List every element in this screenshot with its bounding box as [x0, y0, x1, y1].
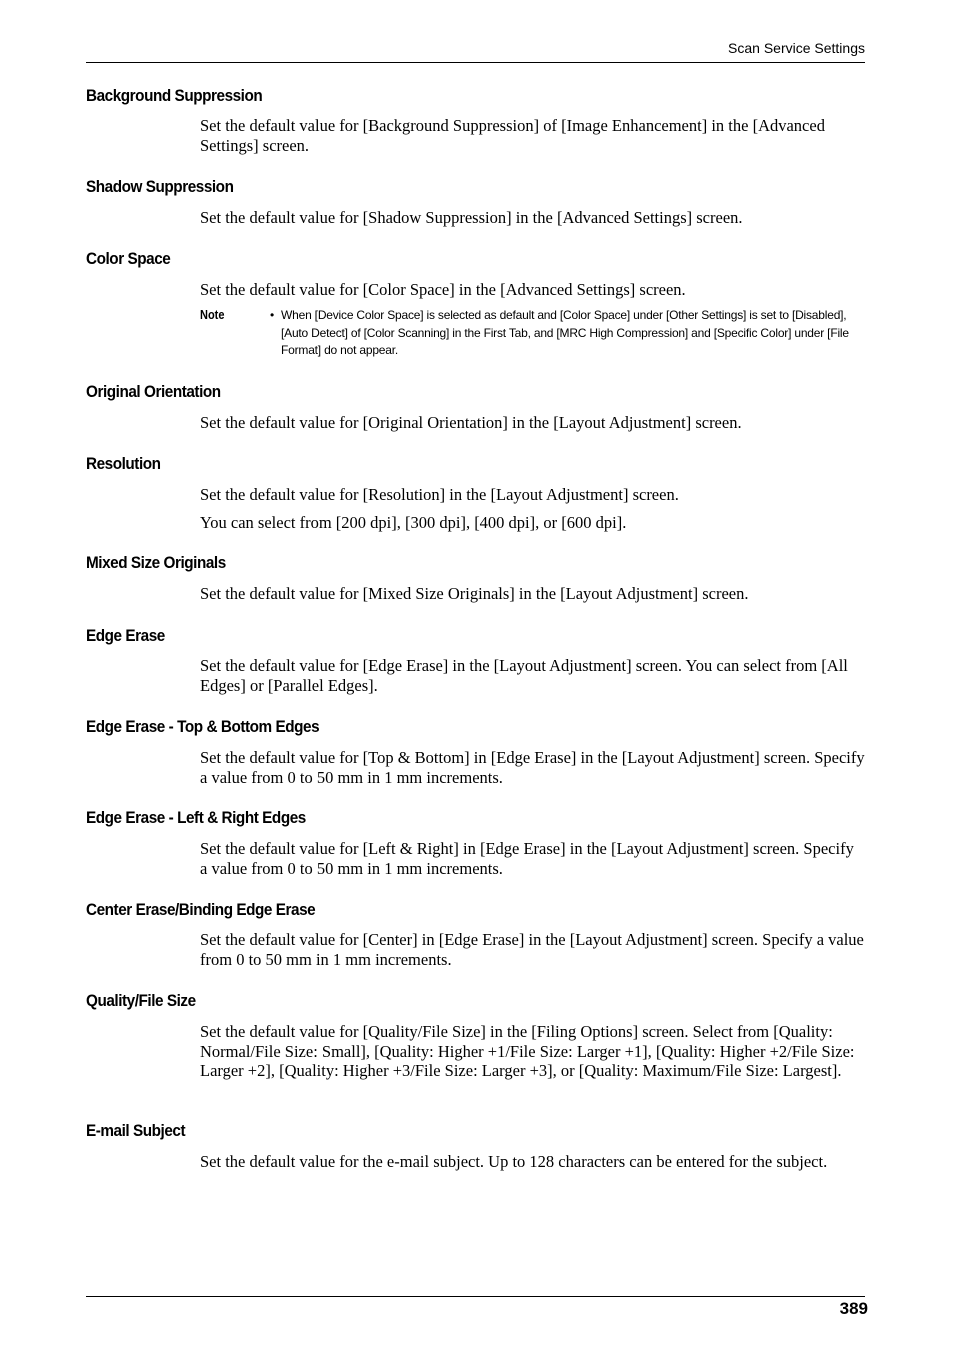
paragraph: Set the default value for [Background Suppression] of [Image Enhancement] in the [Advanced Settings] screen.: [200, 116, 825, 155]
paragraph: Set the default value for [Resolution] in the [Layout Adjustment] screen.: [200, 485, 679, 504]
note-item: [270, 307, 865, 360]
paragraph: Set the default value for [Edge Erase] in the [Layout Adjustment] screen. You can select from [All Edges] or [Parallel Edges].: [200, 656, 848, 695]
body-background-suppression: [200, 116, 865, 155]
paragraph: Set the default value for [Color Space] in the [Advanced Settings] screen.: [200, 280, 686, 299]
heading-resolution: Resolution: [86, 454, 161, 473]
heading-email-subject: E-mail Subject: [86, 1121, 186, 1140]
body-edge-erase: [200, 656, 865, 695]
note-text: When [Device Color Space] is selected as default and [Color Space] under [Other Settings] is set to [Disabled], [Auto Detect] of [Color Scanning] in the First Tab, and [MRC High Compression] and [Specific Color] under [File Format] do not appear.: [281, 308, 849, 357]
heading-edge-erase-left-right: Edge Erase - Left & Right Edges: [86, 808, 306, 827]
header-divider: [86, 62, 865, 63]
heading-center-erase: Center Erase/Binding Edge Erase: [86, 900, 316, 919]
heading-shadow-suppression: Shadow Suppression: [86, 177, 234, 196]
page-number: 389: [839, 1299, 868, 1318]
paragraph: Set the default value for [Original Orientation] in the [Layout Adjustment] screen.: [200, 413, 742, 432]
paragraph: You can select from [200 dpi], [300 dpi], [400 dpi], or [600 dpi].: [200, 512, 627, 532]
paragraph: Set the default value for [Center] in [Edge Erase] in the [Layout Adjustment] screen. Specify a value from 0 to 50 mm in 1 mm increments.: [200, 930, 864, 969]
note-label: Note: [200, 308, 225, 322]
body-mixed-size-originals: [200, 584, 865, 604]
body-shadow-suppression: [200, 208, 865, 228]
body-center-erase: [200, 930, 865, 969]
paragraph: Set the default value for [Top & Bottom] in [Edge Erase] in the [Layout Adjustment] screen. Specify a value from 0 to 50 mm in 1 mm increments.: [200, 748, 865, 787]
paragraph: Set the default value for [Mixed Size Originals] in the [Layout Adjustment] screen.: [200, 584, 749, 603]
footer-divider: [86, 1296, 865, 1297]
body-color-space: [200, 280, 865, 300]
heading-original-orientation: Original Orientation: [86, 382, 221, 401]
body-resolution: [200, 485, 865, 532]
running-header-title: Scan Service Settings: [728, 40, 865, 56]
paragraph: Set the default value for the e-mail subject. Up to 128 characters can be entered for the subject.: [200, 1152, 828, 1171]
paragraph: Set the default value for [Quality/File Size] in the [Filing Options] screen. Select from [Quality: Normal/File Size: Small], [Quality: Higher +1/File Size: Larger +1], [Quality: Higher +2/File Size: Larger +2], [Quality: Higher +3/File Size: Larger +3], or [Quality: Maximum/File Size: Largest].: [200, 1022, 855, 1080]
heading-quality-file-size: Quality/File Size: [86, 991, 196, 1010]
bullet-icon: •: [270, 308, 275, 322]
body-edge-erase-left-right: [200, 839, 865, 878]
heading-background-suppression: Background Suppression: [86, 86, 263, 105]
heading-color-space: Color Space: [86, 249, 171, 268]
body-edge-erase-top-bottom: [200, 748, 865, 787]
paragraph: Set the default value for [Left & Right] in [Edge Erase] in the [Layout Adjustment] screen. Specify a value from 0 to 50 mm in 1 mm increments.: [200, 839, 854, 878]
body-email-subject: [200, 1152, 865, 1172]
heading-edge-erase-top-bottom: Edge Erase - Top & Bottom Edges: [86, 717, 320, 736]
body-original-orientation: [200, 413, 865, 433]
body-quality-file-size: [200, 1022, 865, 1081]
paragraph: Set the default value for [Shadow Suppression] in the [Advanced Settings] screen.: [200, 208, 743, 227]
heading-edge-erase: Edge Erase: [86, 626, 165, 645]
heading-mixed-size-originals: Mixed Size Originals: [86, 553, 226, 572]
